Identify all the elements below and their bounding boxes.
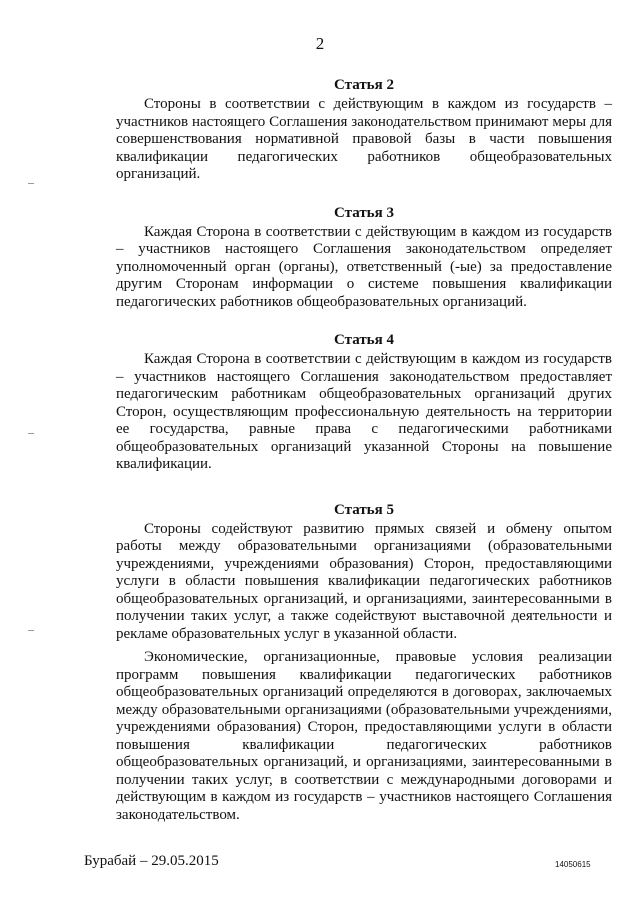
article-5 bbox=[116, 501, 612, 825]
article-title: Статья 4 bbox=[334, 332, 394, 348]
article-paragraph: Стороны содействуют развитию прямых связей и обмену опытом работы между образовательными организациями (образовательными учреждениями, учреждениями образования) Сторон, предоставляющими услуги в области повышения квалификации педагогических работников общеобразовательных организаций, и организациями, заинтересованными в получении таких услуг, а также содействуют выставочной деятельности и рекламе образовательных услуг в указанной области. bbox=[116, 520, 612, 642]
article-4 bbox=[116, 331, 612, 474]
document-body bbox=[116, 76, 612, 824]
article-title: Статья 5 bbox=[334, 501, 394, 518]
footer-doc-code: 14050615 bbox=[555, 860, 591, 869]
margin-mark bbox=[28, 630, 34, 631]
margin-mark bbox=[28, 433, 34, 434]
margin-mark bbox=[28, 183, 34, 184]
article-title: Статья 2 bbox=[334, 77, 394, 93]
page-number: 2 bbox=[315, 34, 325, 53]
article-paragraph: Стороны в соответствии с действующим в каждом из государств – участников настоящего Соглашения законодательством принимают меры для совершенствования нормативной правовой базы в части повышения квалификации педагогических работников общеобразовательных организаций. bbox=[116, 96, 612, 182]
article-paragraph: Экономические, организационные, правовые условия реализации программ повышения квалификации педагогических работников общеобразовательных организаций определяются в договорах, заключаемых между образовательными организациями (образовательными учреждениями, учреждениями образования) Сторон, предоставляющими услуги в области повышения квалификации педагогических работников общеобразовательных организаций, и организациями, заинтересованными в получении таких услуг, в соответствии с международными договорами и действующим в каждом из государств – участников настоящего Соглашения законодательством. bbox=[116, 649, 612, 823]
article-title: Статья 3 bbox=[334, 204, 394, 221]
article-paragraph: Каждая Сторона в соответствии с действующим в каждом из государств – участников настоящего Соглашения законодательством определяет уполномоченный орган (органы), ответственный (-ые) за предоставление другим Сторонам информации о системе повышения квалификации педагогических работников общеобразовательных организаций. bbox=[116, 223, 612, 310]
footer-place-date: Бурабай – 29.05.2015 bbox=[84, 853, 219, 869]
article-3 bbox=[116, 204, 612, 312]
article-paragraph: Каждая Сторона в соответствии с действующим в каждом из государств – участников настоящего Соглашения законодательством предоставляет педагогическим работникам общеобразовательных организаций других Сторон, осуществляющим профессиональную деятельность на территории ее государства, равные права с педагогическими работниками общеобразовательных организаций указанной Стороны на повышение квалификации. bbox=[116, 351, 612, 472]
article-2 bbox=[116, 76, 612, 184]
